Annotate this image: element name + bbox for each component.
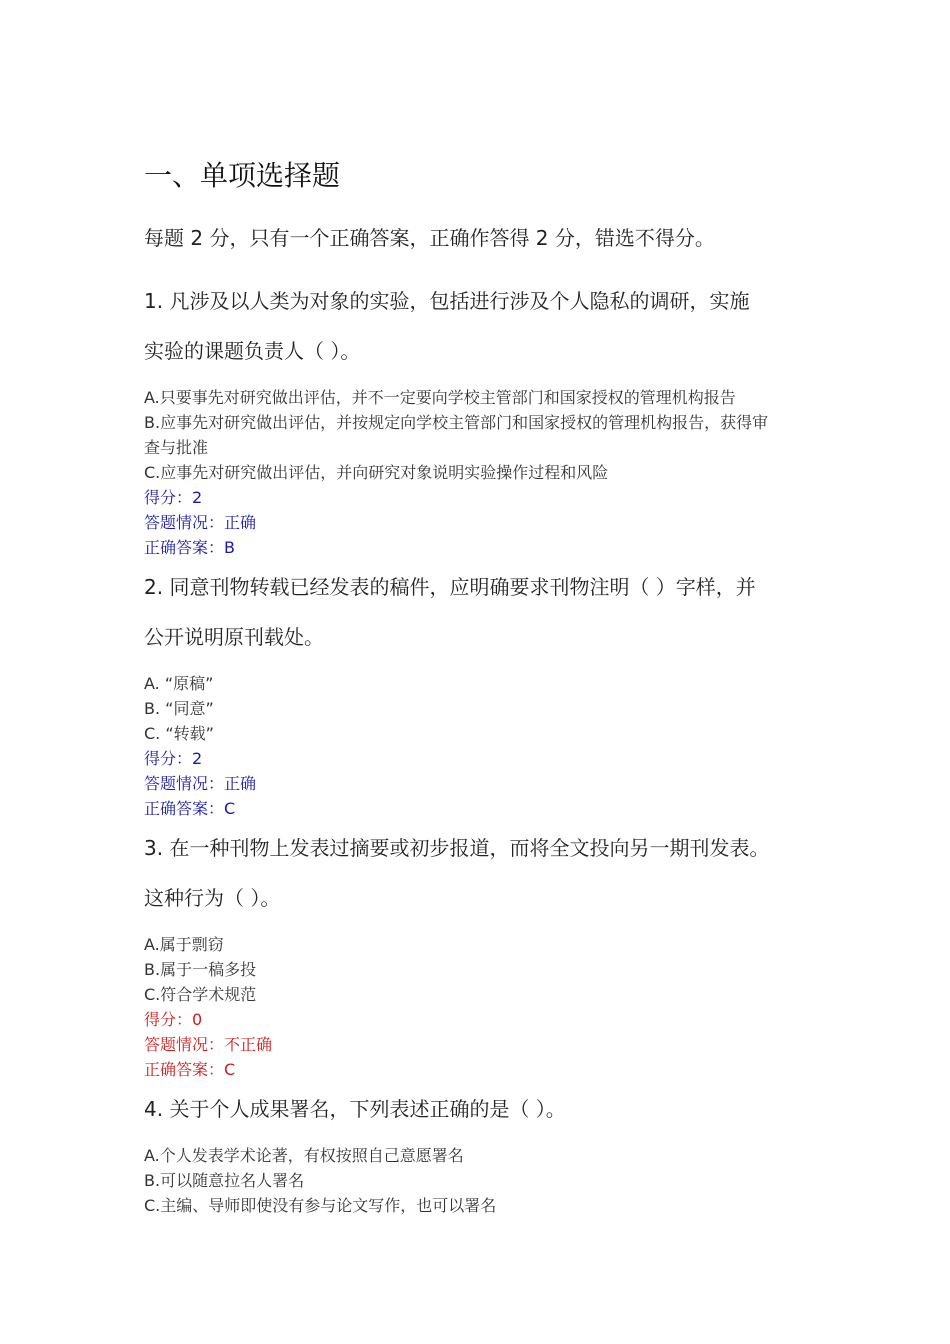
question-3-stem-line-1: 3. 在一种刊物上发表过摘要或初步报道，而将全文投向另一期刊发表。 (144, 836, 770, 860)
question-1-stem-line-2: 实验的课题负责人（ ）。 (144, 339, 361, 363)
question-2-stem-line-1: 2. 同意刊物转载已经发表的稿件，应明确要求刊物注明（ ）字样，并 (144, 575, 756, 599)
question-3-option-b: B.属于一稿多投 (144, 960, 257, 979)
question-3-option-c: C.符合学术规范 (144, 985, 257, 1004)
question-2-score: 得分：2 (144, 749, 203, 768)
question-1-option-a: A.只要事先对研究做出评估，并不一定要向学校主管部门和国家授权的管理机构报告 (144, 388, 736, 407)
question-2-option-a: A. “原稿” (144, 674, 214, 693)
question-3-stem-line-2: 这种行为（ ）。 (144, 886, 281, 910)
question-3-status: 答题情况：不正确 (144, 1035, 273, 1054)
section-title: 一、单项选择题 (144, 159, 341, 192)
question-2-correct-answer: 正确答案：C (144, 799, 236, 818)
instruction-text: 每题 2 分，只有一个正确答案，正确作答得 2 分，错选不得分。 (144, 226, 715, 250)
question-1-option-b-line-2: 查与批准 (144, 438, 209, 457)
question-4-option-b: B.可以随意拉名人署名 (144, 1171, 305, 1190)
question-3-correct-answer: 正确答案：C (144, 1060, 236, 1079)
question-3-score: 得分：0 (144, 1010, 203, 1029)
question-3-option-a: A.属于剽窃 (144, 935, 224, 954)
question-1-option-b-line-1: B.应事先对研究做出评估，并按规定向学校主管部门和国家授权的管理机构报告，获得审 (144, 413, 769, 432)
question-1-status: 答题情况：正确 (144, 513, 257, 532)
question-4-option-c: C.主编、导师即使没有参与论文写作，也可以署名 (144, 1196, 497, 1215)
question-1-correct-answer: 正确答案：B (144, 538, 235, 557)
question-1-stem-line-1: 1. 凡涉及以人类为对象的实验，包括进行涉及个人隐私的调研，实施 (144, 289, 750, 313)
question-4-stem: 4. 关于个人成果署名，下列表述正确的是（ ）。 (144, 1097, 566, 1121)
question-2-stem-line-2: 公开说明原刊载处。 (144, 625, 324, 649)
question-1-option-c: C.应事先对研究做出评估，并向研究对象说明实验操作过程和风险 (144, 463, 609, 482)
question-4-option-a: A.个人发表学术论著，有权按照自己意愿署名 (144, 1146, 464, 1165)
question-2-option-b: B. “同意” (144, 699, 214, 718)
question-2-status: 答题情况：正确 (144, 774, 257, 793)
question-2-option-c: C. “转载” (144, 724, 214, 743)
question-1-score: 得分：2 (144, 488, 203, 507)
